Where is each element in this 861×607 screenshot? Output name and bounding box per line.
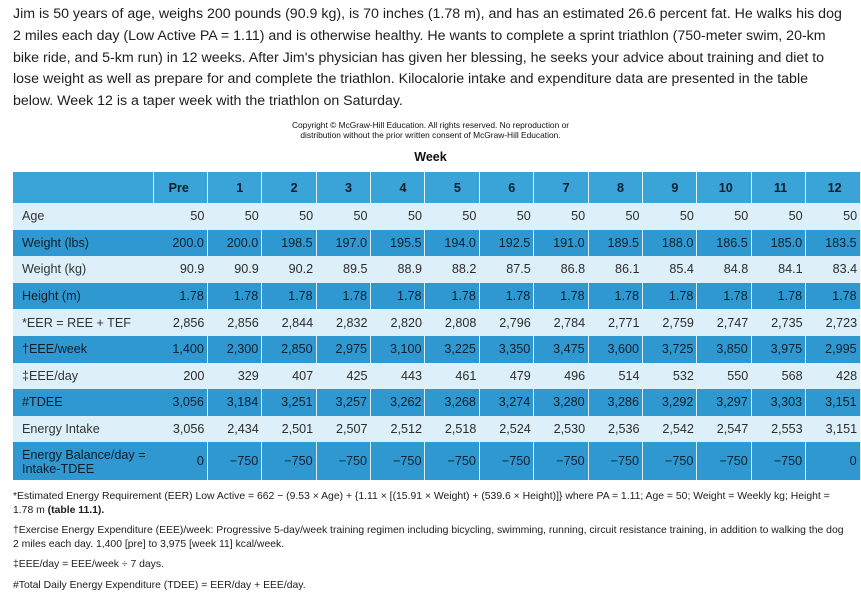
table-cell: 90.2 [262, 256, 316, 283]
table-cell: 2,512 [371, 416, 425, 443]
table-cell: 1.78 [588, 283, 642, 310]
table-cell: 2,501 [262, 416, 316, 443]
table-cell: 461 [425, 363, 479, 390]
table-cell: 2,995 [806, 336, 860, 363]
table-cell: −750 [316, 442, 370, 480]
table-cell: 550 [697, 363, 751, 390]
table-cell: 85.4 [643, 256, 697, 283]
table-row [13, 203, 860, 230]
copyright-line-1: Copyright © McGraw-Hill Education. All rights reserved. No reproduction or [291, 120, 570, 130]
table-cell: −750 [751, 442, 805, 480]
table-cell: 185.0 [751, 230, 805, 257]
table-cell: 3,475 [534, 336, 588, 363]
header-cell: 5 [425, 172, 479, 203]
table-cell: 189.5 [588, 230, 642, 257]
row-label: #TDEE [13, 389, 153, 416]
table-cell: 514 [588, 363, 642, 390]
table-cell: 1.78 [806, 283, 860, 310]
table-cell: 3,056 [153, 389, 207, 416]
table-cell: 2,832 [316, 309, 370, 336]
table-body [13, 203, 860, 480]
row-label: ‡EEE/day [13, 363, 153, 390]
table-cell: 90.9 [153, 256, 207, 283]
table-cell: 3,725 [643, 336, 697, 363]
row-label: Height (m) [13, 283, 153, 310]
table-cell: −750 [207, 442, 261, 480]
table-cell: 3,262 [371, 389, 425, 416]
table-cell: 3,268 [425, 389, 479, 416]
header-cell: 4 [371, 172, 425, 203]
table-cell: 2,300 [207, 336, 261, 363]
table-cell: 3,350 [479, 336, 533, 363]
table-cell: 2,747 [697, 309, 751, 336]
table-cell: 50 [479, 203, 533, 230]
header-cell: 6 [479, 172, 533, 203]
table-cell: 1.78 [153, 283, 207, 310]
table-cell: 1.78 [751, 283, 805, 310]
case-description: Jim is 50 years of age, weighs 200 pounds (90.9 kg), is 70 inches (1.78 m), and has an estimated 26.6 percent fat. He walks his dog 2 miles each day (Low Active PA = 1.11) and is otherwise healthy. He wants to complete a sprint triathlon (750-meter swim, 20-km bike ride, and 5-km run) in 12 weeks. After Jim's physician has given her blessing, he seeks your advice about training and diet to lose weight as well as prepare for and complete the triathlon. Kilocalorie intake and expenditure data are presented in the table below. Week 12 is a taper week with the triathlon on Saturday. [13, 6, 842, 110]
table-cell: 1.78 [425, 283, 479, 310]
table-cell: 3,251 [262, 389, 316, 416]
table-cell: −750 [697, 442, 751, 480]
table-cell: 2,820 [371, 309, 425, 336]
table-cell: 194.0 [425, 230, 479, 257]
table-cell: 188.0 [643, 230, 697, 257]
table-cell: 84.1 [751, 256, 805, 283]
table-cell: 3,274 [479, 389, 533, 416]
table-cell: 2,434 [207, 416, 261, 443]
table-cell: −750 [425, 442, 479, 480]
footnote-eer-ref: (table 11.1). [47, 504, 105, 516]
table-cell: 3,975 [751, 336, 805, 363]
table-cell: 183.5 [806, 230, 860, 257]
row-label: *EER = REE + TEF [13, 309, 153, 336]
footnote-eee-day: ‡EEE/day = EEE/week ÷ 7 days. [13, 559, 164, 571]
header-label-cell [13, 172, 153, 203]
table-cell: 2,856 [153, 309, 207, 336]
row-label: Energy Intake [13, 416, 153, 443]
table-cell: 479 [479, 363, 533, 390]
table-cell: 197.0 [316, 230, 370, 257]
table-cell: 50 [207, 203, 261, 230]
table-cell: 2,975 [316, 336, 370, 363]
table-row [13, 336, 860, 363]
table-cell: 83.4 [806, 256, 860, 283]
table-cell: 192.5 [479, 230, 533, 257]
table-cell: 3,151 [806, 416, 860, 443]
table-cell: 2,530 [534, 416, 588, 443]
table-cell: 186.5 [697, 230, 751, 257]
table-cell: 50 [806, 203, 860, 230]
table-cell: 50 [316, 203, 370, 230]
footnote-eer-text: *Estimated Energy Requirement (EER) Low Active = 662 − (9.53 × Age) + {1.11 × [(15.91 × Weight) + (539.6 × Height)]} where PA = 1.11; Age = 50; Weight = Weekly kg; Height = 1.78 m [13, 491, 830, 516]
table-cell: 3,225 [425, 336, 479, 363]
table-cell: 200 [153, 363, 207, 390]
table-cell: 3,303 [751, 389, 805, 416]
table-cell: 50 [262, 203, 316, 230]
footnote-eer [13, 490, 848, 517]
table-row [13, 389, 860, 416]
table-cell: 2,542 [643, 416, 697, 443]
table-cell: 3,292 [643, 389, 697, 416]
header-cell: 7 [534, 172, 588, 203]
table-cell: 50 [425, 203, 479, 230]
table-cell: 1.78 [262, 283, 316, 310]
header-cell: 2 [262, 172, 316, 203]
table-row [13, 256, 860, 283]
table-cell: 2,844 [262, 309, 316, 336]
energy-table [13, 172, 861, 480]
row-label: Weight (lbs) [13, 230, 153, 257]
table-cell: 50 [751, 203, 805, 230]
table-cell: 329 [207, 363, 261, 390]
table-row [13, 442, 860, 480]
table-cell: −750 [262, 442, 316, 480]
table-cell: 2,796 [479, 309, 533, 336]
footnote-eee: †Exercise Energy Expenditure (EEE)/week: Progressive 5-day/week training regimen including bicycling, swimming, running, circuit resistance training, in addition to walking the dog 2 miles each day. 1,400 [pre] to 3,975 [week 11] kcal/week. [13, 525, 844, 550]
table-cell: 50 [153, 203, 207, 230]
footnote-tdee: #Total Daily Energy Expenditure (TDEE) = EER/day + EEE/day. [13, 579, 306, 591]
table-row [13, 309, 860, 336]
table-cell: 443 [371, 363, 425, 390]
table-cell: 2,553 [751, 416, 805, 443]
row-label: †EEE/week [13, 336, 153, 363]
table-row [13, 363, 860, 390]
table-cell: 407 [262, 363, 316, 390]
table-cell: 1.78 [316, 283, 370, 310]
table-row [13, 230, 860, 257]
table-cell: 1.78 [643, 283, 697, 310]
header-cell: 12 [806, 172, 860, 203]
table-cell: 568 [751, 363, 805, 390]
table-cell: 195.5 [371, 230, 425, 257]
table-cell: 3,056 [153, 416, 207, 443]
table-cell: 2,507 [316, 416, 370, 443]
table-cell: 3,850 [697, 336, 751, 363]
table-cell: 3,286 [588, 389, 642, 416]
row-label: Age [13, 203, 153, 230]
table-cell: 3,600 [588, 336, 642, 363]
row-label: Weight (kg) [13, 256, 153, 283]
header-cell: 8 [588, 172, 642, 203]
table-cell: 86.8 [534, 256, 588, 283]
header-cell: 10 [697, 172, 751, 203]
copyright-notice [0, 120, 861, 140]
table-cell: 89.5 [316, 256, 370, 283]
table-cell: 2,518 [425, 416, 479, 443]
table-cell: 425 [316, 363, 370, 390]
table-cell: 2,771 [588, 309, 642, 336]
table-cell: 1,400 [153, 336, 207, 363]
table-cell: 2,735 [751, 309, 805, 336]
table-cell: 2,536 [588, 416, 642, 443]
table-cell: 86.1 [588, 256, 642, 283]
table-cell: 84.8 [697, 256, 751, 283]
footnotes [13, 490, 848, 600]
table-cell: 1.78 [479, 283, 533, 310]
table-cell: 50 [534, 203, 588, 230]
table-cell: 532 [643, 363, 697, 390]
table-cell: 1.78 [207, 283, 261, 310]
header-cell: Pre [153, 172, 207, 203]
table-cell: 198.5 [262, 230, 316, 257]
table-cell: 3,297 [697, 389, 751, 416]
table-cell: 2,808 [425, 309, 479, 336]
table-cell: 2,784 [534, 309, 588, 336]
copyright-line-2: distribution without the prior written consent of McGraw-Hill Education. [300, 130, 561, 140]
table-cell: 3,280 [534, 389, 588, 416]
table-cell: 3,257 [316, 389, 370, 416]
table-cell: 3,184 [207, 389, 261, 416]
table-cell: −750 [534, 442, 588, 480]
table-cell: 50 [643, 203, 697, 230]
row-label: Energy Balance/day = Intake-TDEE [13, 442, 153, 480]
table-cell: −750 [643, 442, 697, 480]
table-cell: 90.9 [207, 256, 261, 283]
table-cell: −750 [479, 442, 533, 480]
table-cell: 50 [371, 203, 425, 230]
table-cell: 2,547 [697, 416, 751, 443]
table-cell: 88.9 [371, 256, 425, 283]
table-cell: 496 [534, 363, 588, 390]
header-cell: 9 [643, 172, 697, 203]
table-cell: 2,856 [207, 309, 261, 336]
table-cell: 0 [806, 442, 860, 480]
table-cell: 50 [697, 203, 751, 230]
table-cell: 50 [588, 203, 642, 230]
table-cell: 2,723 [806, 309, 860, 336]
table-cell: 1.78 [371, 283, 425, 310]
table-header-row [13, 172, 860, 203]
table-cell: 2,850 [262, 336, 316, 363]
table-cell: 3,151 [806, 389, 860, 416]
header-cell: 1 [207, 172, 261, 203]
table-caption-week: Week [414, 150, 447, 164]
table-cell: 2,524 [479, 416, 533, 443]
table-row [13, 416, 860, 443]
table-row [13, 283, 860, 310]
table-cell: 2,759 [643, 309, 697, 336]
table-cell: 200.0 [207, 230, 261, 257]
table-cell: 3,100 [371, 336, 425, 363]
table-cell: 200.0 [153, 230, 207, 257]
header-cell: 11 [751, 172, 805, 203]
table-cell: 1.78 [697, 283, 751, 310]
table-cell: −750 [588, 442, 642, 480]
header-cell: 3 [316, 172, 370, 203]
table-cell: −750 [371, 442, 425, 480]
table-cell: 0 [153, 442, 207, 480]
table-cell: 1.78 [534, 283, 588, 310]
table-cell: 428 [806, 363, 860, 390]
table-cell: 87.5 [479, 256, 533, 283]
table-cell: 88.2 [425, 256, 479, 283]
table-cell: 191.0 [534, 230, 588, 257]
